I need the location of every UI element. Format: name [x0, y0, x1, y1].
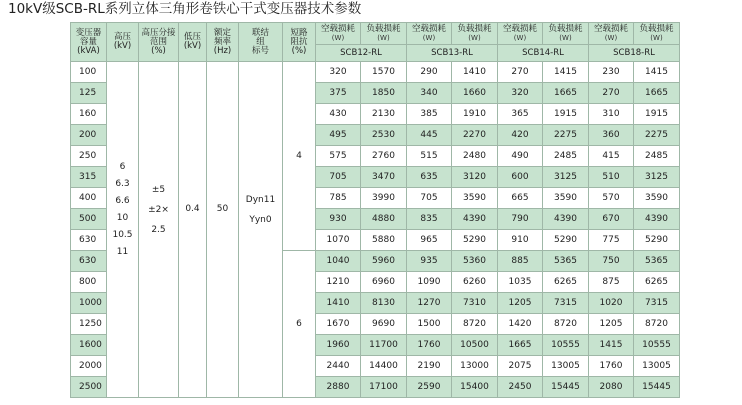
- noload-loss-cell: 600: [498, 167, 543, 188]
- noload-loss-cell: 2190: [407, 356, 452, 377]
- load-loss-cell: 3990: [361, 188, 407, 209]
- hv-value: 6: [119, 161, 126, 172]
- header-lv: [179, 23, 207, 62]
- hv-values-cell: [107, 62, 139, 398]
- load-loss-cell: 13005: [543, 356, 589, 377]
- load-loss-cell: 6960: [361, 272, 407, 293]
- load-loss-cell: 3125: [543, 167, 589, 188]
- load-loss-cell: 8720: [634, 314, 680, 335]
- load-loss-cell: 1910: [452, 104, 498, 125]
- hv-value: 6.6: [115, 195, 130, 206]
- header-unit: (W): [331, 33, 345, 42]
- load-loss-cell: 7310: [452, 293, 498, 314]
- noload-loss-cell: 2450: [498, 377, 543, 398]
- load-loss-cell: 5960: [361, 251, 407, 272]
- header-noload-1: [316, 23, 361, 45]
- noload-loss-cell: 885: [498, 251, 543, 272]
- load-loss-cell: 2275: [543, 125, 589, 146]
- hv-value: 10.5: [112, 229, 133, 240]
- noload-loss-cell: 705: [407, 188, 452, 209]
- noload-loss-cell: 790: [498, 209, 543, 230]
- noload-loss-cell: 570: [589, 188, 634, 209]
- lv-value-cell: 0.4: [179, 62, 207, 398]
- header-noload-3: [498, 23, 543, 45]
- noload-loss-cell: 1760: [589, 356, 634, 377]
- load-loss-cell: 6265: [543, 272, 589, 293]
- load-loss-cell: 15445: [634, 377, 680, 398]
- capacity-cell: 2000: [71, 356, 107, 377]
- header-unit: (W): [513, 33, 527, 42]
- load-loss-cell: 1915: [634, 104, 680, 125]
- capacity-cell: 1000: [71, 293, 107, 314]
- header-load-2: [452, 23, 498, 45]
- noload-loss-cell: 490: [498, 146, 543, 167]
- load-loss-cell: 2270: [452, 125, 498, 146]
- header-load-3: [543, 23, 589, 45]
- load-loss-cell: 8720: [543, 314, 589, 335]
- noload-loss-cell: 1500: [407, 314, 452, 335]
- noload-loss-cell: 340: [407, 83, 452, 104]
- header-tap-l1: 高压分接: [141, 27, 176, 38]
- table-row: [71, 62, 680, 83]
- header-noload-label: 空载损耗: [411, 23, 446, 34]
- header-group-l2: 组: [256, 36, 265, 47]
- header-freq-l2: 频率: [213, 36, 231, 47]
- noload-loss-cell: 665: [498, 188, 543, 209]
- load-loss-cell: 2760: [361, 146, 407, 167]
- noload-loss-cell: 2080: [589, 377, 634, 398]
- header-unit: (W): [559, 33, 572, 42]
- noload-loss-cell: 270: [498, 62, 543, 83]
- noload-loss-cell: 320: [316, 62, 361, 83]
- load-loss-cell: 7315: [543, 293, 589, 314]
- header-load-4: [634, 23, 680, 45]
- load-loss-cell: 10555: [634, 335, 680, 356]
- noload-loss-cell: 670: [589, 209, 634, 230]
- load-loss-cell: 1660: [452, 83, 498, 104]
- noload-loss-cell: 2440: [316, 356, 361, 377]
- header-tap-l3: (%): [151, 45, 166, 56]
- load-loss-cell: 4390: [452, 209, 498, 230]
- noload-loss-cell: 515: [407, 146, 452, 167]
- load-loss-cell: 14400: [361, 356, 407, 377]
- hv-value: 11: [116, 246, 129, 257]
- noload-loss-cell: 270: [589, 83, 634, 104]
- series-header: SCB13-RL: [407, 45, 498, 62]
- load-loss-cell: 3590: [634, 188, 680, 209]
- noload-loss-cell: 365: [498, 104, 543, 125]
- header-capacity-l1: 变压器: [75, 27, 102, 38]
- noload-loss-cell: 1410: [316, 293, 361, 314]
- load-loss-cell: 5365: [543, 251, 589, 272]
- load-loss-cell: 1410: [452, 62, 498, 83]
- noload-loss-cell: 705: [316, 167, 361, 188]
- header-load-label: 负载损耗: [639, 23, 674, 34]
- noload-loss-cell: 1760: [407, 335, 452, 356]
- capacity-cell: 200: [71, 125, 107, 146]
- load-loss-cell: 10555: [543, 335, 589, 356]
- capacity-cell: 400: [71, 188, 107, 209]
- connection-group-value: Dyn11: [245, 194, 276, 205]
- series-header: SCB14-RL: [498, 45, 589, 62]
- capacity-cell: 1600: [71, 335, 107, 356]
- header-unit: (W): [650, 33, 663, 42]
- header-capacity-l3: (kVA): [77, 45, 100, 56]
- noload-loss-cell: 1960: [316, 335, 361, 356]
- load-loss-cell: 2480: [452, 146, 498, 167]
- header-tap-l2: 范围: [149, 36, 167, 47]
- noload-loss-cell: 935: [407, 251, 452, 272]
- header-freq-l3: (Hz): [213, 45, 232, 56]
- header-unit: (W): [604, 33, 618, 42]
- noload-loss-cell: 510: [589, 167, 634, 188]
- load-loss-cell: 10500: [452, 335, 498, 356]
- tap-range-cell: [139, 62, 179, 398]
- header-load-label: 负载损耗: [366, 23, 401, 34]
- noload-loss-cell: 1665: [498, 335, 543, 356]
- header-freq-l1: 额定: [213, 27, 231, 38]
- header-impedance-l1: 短路: [290, 27, 308, 38]
- load-loss-cell: 2275: [634, 125, 680, 146]
- load-loss-cell: 5365: [634, 251, 680, 272]
- series-header: SCB12-RL: [316, 45, 407, 62]
- noload-loss-cell: 290: [407, 62, 452, 83]
- capacity-cell: 1250: [71, 314, 107, 335]
- header-freq: [207, 23, 239, 62]
- capacity-cell: 630: [71, 230, 107, 251]
- noload-loss-cell: 635: [407, 167, 452, 188]
- capacity-cell: 630: [71, 251, 107, 272]
- noload-loss-cell: 375: [316, 83, 361, 104]
- header-load-label: 负载损耗: [548, 23, 583, 34]
- load-loss-cell: 17100: [361, 377, 407, 398]
- noload-loss-cell: 230: [589, 62, 634, 83]
- header-tap: [139, 23, 179, 62]
- header-hv-l1: 高压: [113, 32, 131, 42]
- noload-loss-cell: 930: [316, 209, 361, 230]
- noload-loss-cell: 1205: [498, 293, 543, 314]
- noload-loss-cell: 1090: [407, 272, 452, 293]
- load-loss-cell: 1415: [634, 62, 680, 83]
- load-loss-cell: 2485: [634, 146, 680, 167]
- noload-loss-cell: 2880: [316, 377, 361, 398]
- noload-loss-cell: 1210: [316, 272, 361, 293]
- page-title: 10kV级SCB-RL系列立体三角形卷铁心干式变压器技术参数: [8, 1, 362, 17]
- header-group: [239, 23, 283, 62]
- header-hv: [107, 23, 139, 62]
- load-loss-cell: 1850: [361, 83, 407, 104]
- load-loss-cell: 5290: [452, 230, 498, 251]
- noload-loss-cell: 1415: [589, 335, 634, 356]
- impedance-cell: 4: [283, 62, 316, 251]
- noload-loss-cell: 1020: [589, 293, 634, 314]
- tap-range-value: ±2×: [148, 204, 169, 215]
- hv-value: 10: [116, 212, 129, 223]
- header-lv-l1: 低压: [183, 32, 201, 42]
- capacity-cell: 500: [71, 209, 107, 230]
- capacity-cell: 250: [71, 146, 107, 167]
- noload-loss-cell: 310: [589, 104, 634, 125]
- noload-loss-cell: 2075: [498, 356, 543, 377]
- capacity-cell: 2500: [71, 377, 107, 398]
- capacity-cell: 160: [71, 104, 107, 125]
- load-loss-cell: 8130: [361, 293, 407, 314]
- noload-loss-cell: 415: [589, 146, 634, 167]
- load-loss-cell: 8720: [452, 314, 498, 335]
- load-loss-cell: 1570: [361, 62, 407, 83]
- header-capacity: [71, 23, 107, 62]
- header-capacity-l2: 容量: [79, 36, 97, 47]
- load-loss-cell: 1915: [543, 104, 589, 125]
- load-loss-cell: 3470: [361, 167, 407, 188]
- noload-loss-cell: 750: [589, 251, 634, 272]
- tap-range-value: 2.5: [151, 224, 166, 235]
- capacity-cell: 125: [71, 83, 107, 104]
- header-noload-label: 空载损耗: [320, 23, 355, 34]
- header-load-label: 负载损耗: [457, 23, 492, 34]
- load-loss-cell: 13000: [452, 356, 498, 377]
- header-noload-label: 空载损耗: [502, 23, 537, 34]
- noload-loss-cell: 430: [316, 104, 361, 125]
- load-loss-cell: 3590: [543, 188, 589, 209]
- spec-table: [70, 22, 680, 398]
- load-loss-cell: 1415: [543, 62, 589, 83]
- capacity-cell: 315: [71, 167, 107, 188]
- header-lv-l2: (kV): [183, 41, 202, 51]
- load-loss-cell: 3120: [452, 167, 498, 188]
- noload-loss-cell: 835: [407, 209, 452, 230]
- impedance-cell: 6: [283, 251, 316, 398]
- load-loss-cell: 6265: [634, 272, 680, 293]
- load-loss-cell: 3590: [452, 188, 498, 209]
- noload-loss-cell: 495: [316, 125, 361, 146]
- noload-loss-cell: 2590: [407, 377, 452, 398]
- capacity-cell: 800: [71, 272, 107, 293]
- noload-loss-cell: 775: [589, 230, 634, 251]
- header-group-l3: 标号: [251, 45, 269, 56]
- frequency-value-cell: 50: [207, 62, 239, 398]
- load-loss-cell: 4390: [634, 209, 680, 230]
- load-loss-cell: 13005: [634, 356, 680, 377]
- load-loss-cell: 5290: [543, 230, 589, 251]
- noload-loss-cell: 1070: [316, 230, 361, 251]
- header-unit: (W): [377, 33, 390, 42]
- load-loss-cell: 1665: [634, 83, 680, 104]
- connection-group-cell: [239, 62, 283, 398]
- noload-loss-cell: 785: [316, 188, 361, 209]
- noload-loss-cell: 875: [589, 272, 634, 293]
- load-loss-cell: 2485: [543, 146, 589, 167]
- noload-loss-cell: 385: [407, 104, 452, 125]
- connection-group-value: Yyn0: [249, 214, 272, 225]
- load-loss-cell: 15400: [452, 377, 498, 398]
- load-loss-cell: 15445: [543, 377, 589, 398]
- load-loss-cell: 2530: [361, 125, 407, 146]
- header-hv-l2: (kV): [113, 41, 132, 51]
- noload-loss-cell: 1270: [407, 293, 452, 314]
- noload-loss-cell: 445: [407, 125, 452, 146]
- load-loss-cell: 2130: [361, 104, 407, 125]
- noload-loss-cell: 320: [498, 83, 543, 104]
- noload-loss-cell: 360: [589, 125, 634, 146]
- header-noload-2: [407, 23, 452, 45]
- load-loss-cell: 3125: [634, 167, 680, 188]
- tap-range-value: ±5: [151, 184, 166, 195]
- header-impedance: [283, 23, 316, 62]
- noload-loss-cell: 1205: [589, 314, 634, 335]
- header-unit: (W): [468, 33, 481, 42]
- noload-loss-cell: 1420: [498, 314, 543, 335]
- series-header: SCB18-RL: [589, 45, 680, 62]
- header-load-1: [361, 23, 407, 45]
- noload-loss-cell: 420: [498, 125, 543, 146]
- load-loss-cell: 11700: [361, 335, 407, 356]
- load-loss-cell: 7315: [634, 293, 680, 314]
- header-impedance-l2: 阻抗: [290, 36, 308, 47]
- load-loss-cell: 1665: [543, 83, 589, 104]
- load-loss-cell: 5880: [361, 230, 407, 251]
- noload-loss-cell: 965: [407, 230, 452, 251]
- load-loss-cell: 5290: [634, 230, 680, 251]
- load-loss-cell: 6260: [452, 272, 498, 293]
- header-noload-4: [589, 23, 634, 45]
- noload-loss-cell: 910: [498, 230, 543, 251]
- hv-value: 6.3: [115, 178, 130, 189]
- header-group-l1: 联结: [251, 27, 269, 38]
- load-loss-cell: 4390: [543, 209, 589, 230]
- header-impedance-l3: (%): [291, 45, 307, 56]
- noload-loss-cell: 1670: [316, 314, 361, 335]
- capacity-cell: 100: [71, 62, 107, 83]
- load-loss-cell: 5360: [452, 251, 498, 272]
- header-noload-label: 空载损耗: [593, 23, 628, 34]
- header-unit: (W): [422, 33, 436, 42]
- noload-loss-cell: 575: [316, 146, 361, 167]
- noload-loss-cell: 1035: [498, 272, 543, 293]
- load-loss-cell: 4880: [361, 209, 407, 230]
- noload-loss-cell: 1040: [316, 251, 361, 272]
- load-loss-cell: 9690: [361, 314, 407, 335]
